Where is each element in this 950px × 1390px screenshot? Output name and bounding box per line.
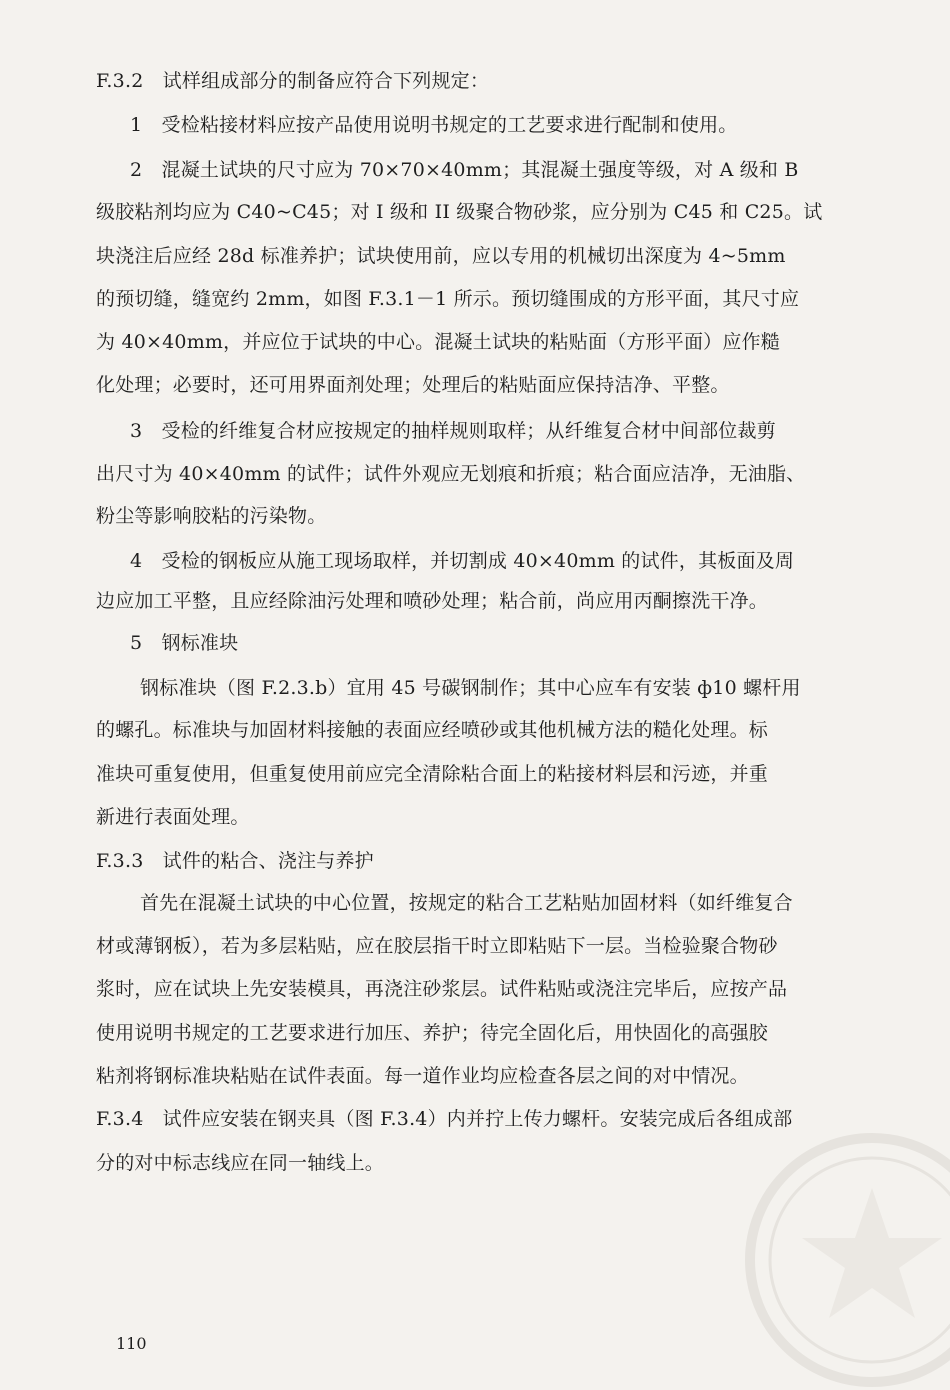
list-item-3-line-2: 出尺寸为 40×40mm 的试件；试件外观应无划痕和折痕；粘合面应洁净，无油脂、 [96,463,806,485]
list-item-5-title: 5 钢标准块 [130,632,239,654]
section-heading-f32: F.3.2 试样组成部分的制备应符合下列规定： [96,70,490,92]
list-item-3-line-3: 粉尘等影响胶粘的污染物。 [96,505,327,527]
paragraph-bonding-line-2: 材或薄钢板），若为多层粘贴，应在胶层指干时立即粘贴下一层。当检验聚合物砂 [96,935,778,957]
paragraph-bonding-line-3: 浆时，应在试块上先安装模具，再浇注砂浆层。试件粘贴或浇注完毕后，应按产品 [96,978,788,1000]
list-item-2-line-6: 化处理；必要时，还可用界面剂处理；处理后的粘贴面应保持洁净、平整。 [96,374,730,396]
list-item-4-line-1: 4 受检的钢板应从施工现场取样，并切割成 40×40mm 的试件，其板面及周 [130,550,795,572]
list-item-2-line-2: 级胶粘剂均应为 C40~C45；对 I 级和 II 级聚合物砂浆，应分别为 C45 和 C25。试 [96,201,823,223]
paragraph-steel-block-line-1: 钢标准块（图 F.2.3.b）宜用 45 号碳钢制作；其中心应车有安装 ф10 螺杆用 [140,677,801,699]
section-f34-line-1: F.3.4 试件应安装在钢夹具（图 F.3.4）内并拧上传力螺杆。安装完成后各组成部 [96,1108,793,1130]
list-item-3-line-1: 3 受检的纤维复合材应按规定的抽样规则取样；从纤维复合材中间部位裁剪 [130,420,776,442]
paragraph-bonding-line-1: 首先在混凝土试块的中心位置，按规定的粘合工艺粘贴加固材料（如纤维复合 [140,892,793,914]
paragraph-steel-block-line-2: 的螺孔。标准块与加固材料接触的表面应经喷砂或其他机械方法的糙化处理。标 [96,719,769,741]
list-item-2-line-1: 2 混凝土试块的尺寸应为 70×70×40mm；其混凝土强度等级，对 A 级和 B [130,159,799,181]
list-item-1: 1 受检粘接材料应按产品使用说明书规定的工艺要求进行配制和使用。 [130,114,738,136]
page-number: 110 [116,1334,147,1353]
watermark-seal [742,1130,950,1390]
paragraph-steel-block-line-4: 新进行表面处理。 [96,806,250,828]
paragraph-bonding-line-5: 粘剂将钢标准块粘贴在试件表面。每一道作业均应检查各层之间的对中情况。 [96,1065,749,1087]
paragraph-steel-block-line-3: 准块可重复使用，但重复使用前应完全清除粘合面上的粘接材料层和污迹，并重 [96,763,769,785]
paragraph-bonding-line-4: 使用说明书规定的工艺要求进行加压、养护；待完全固化后，用快固化的高强胶 [96,1022,769,1044]
section-heading-f33: F.3.3 试件的粘合、浇注与养护 [96,850,374,872]
list-item-2-line-4: 的预切缝，缝宽约 2mm，如图 F.3.1－1 所示。预切缝围成的方形平面，其尺寸应 [96,288,800,310]
list-item-4-line-2: 边应加工平整，且应经除油污处理和喷砂处理；粘合前，尚应用丙酮擦洗干净。 [96,590,769,612]
list-item-2-line-5: 为 40×40mm，并应位于试块的中心。混凝土试块的粘贴面（方形平面）应作糙 [96,331,780,353]
list-item-2-line-3: 块浇注后应经 28d 标准养护；试块使用前，应以专用的机械切出深度为 4~5mm [96,245,786,267]
section-f34-line-2: 分的对中标志线应在同一轴线上。 [96,1152,385,1174]
